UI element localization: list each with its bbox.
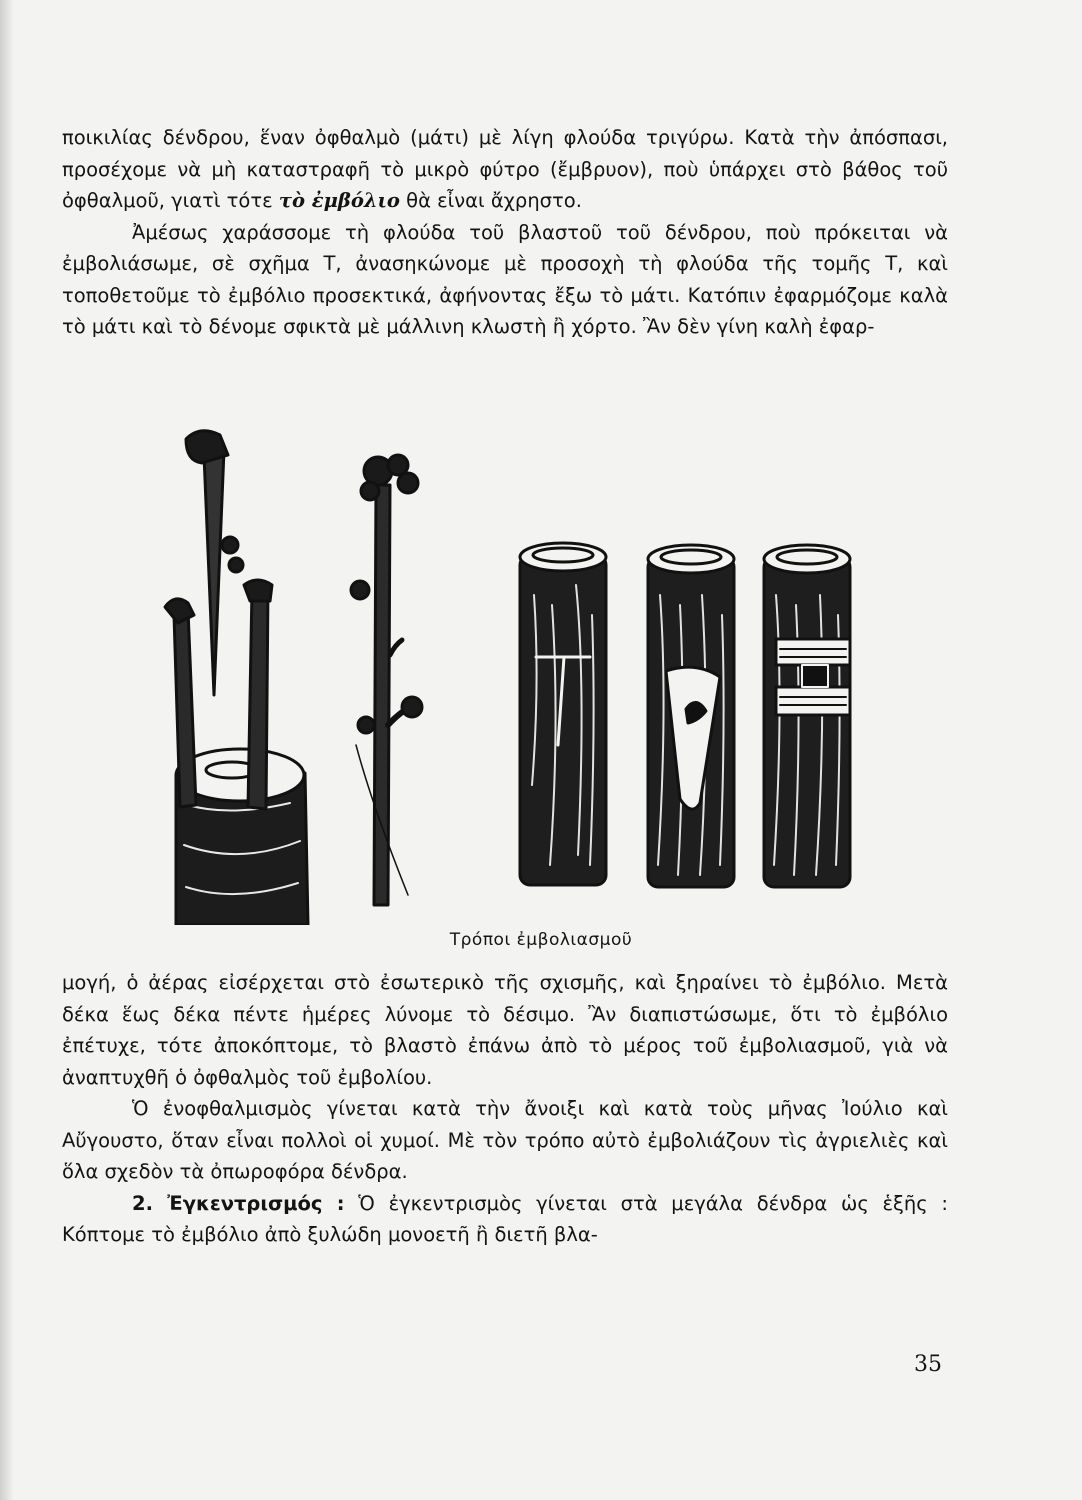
bottom-text-block [62,967,948,1251]
paragraph-continued [62,967,948,1093]
paragraph-t-budding [62,217,948,343]
paragraph-section-2 [62,1188,948,1251]
paragraph-text: Ὁ ἐγκεντρισμὸς γίνεται στὰ μεγάλα δένδρα ὡς ἑξῆς : Κόπτομε τὸ ἐμβόλιο ἀπὸ ξυλώδη μονοετῆ ἢ διετῆ βλα- [62,1191,948,1246]
top-text-block [62,122,948,343]
emphasis-term: τὸ ἐμβόλιο [278,189,400,212]
paragraph-continued [62,122,948,217]
paragraph-text-end: θὰ εἶναι ἄχρηστο. [399,189,582,212]
paragraph-text: μογή, ὁ ἀέρας εἰσέρχεται στὸ ἐσωτερικὸ τῆς σχισμῆς, καὶ ξηραίνει τὸ ἐμβόλιο. Μετὰ δέκα ἕως δέκα πέντε ἡμέρες λύνομε τὸ δέσιμο. Ἂν διαπιστώσωμε, ὅτι τὸ ἐμβόλιο ἐπέτυχε, τότε ἀποκόπτομε, τὸ βλαστὸ ἐπάνω ἀπὸ τὸ μέρος τοῦ ἐμβολιασμοῦ, γιὰ νὰ ἀναπτυχθῆ ὁ ὀφθαλμὸς τοῦ ἐμβολίου. [62,971,948,1089]
paragraph-budding-season [62,1093,948,1188]
figure-caption: Τρόποι ἐμβολιασμοῦ [449,930,633,950]
trunk-bud-inserted [764,545,850,887]
paragraph-text: Ἀμέσως χαράσσομε τὴ φλούδα τοῦ βλαστοῦ τοῦ δένδρου, ποὺ πρόκειται νὰ ἐμβολιάσωμε, σὲ σχῆμα Τ, ἀνασηκώνομε μὲ προσοχὴ τὴ φλούδα τῆς τομῆς Τ, καὶ τοποθετοῦμε τὸ ἐμβόλιο προσεκτικά, ἀφήνοντας ἔξω τὸ μάτι. Κατόπιν ἐφαρμόζομε καλὰ τὸ μάτι καὶ τὸ δένομε σφικτὰ μὲ μάλλινη κλωστὴ ἢ χόρτο. Ἂν δὲν γίνη καλὴ ἐφαρ- [62,220,948,338]
cleft-graft-stump [165,431,308,925]
budded-shoot [351,455,422,905]
section-heading: 2. Ἐγκεντρισμός : [132,1191,345,1215]
page-gutter-shadow [0,0,14,1500]
grafting-illustration [140,425,880,925]
trunk-bare [520,543,606,885]
page-number: 35 [914,1352,942,1377]
paragraph-text: ποικιλίας δένδρου, ἕναν ὀφθαλμὸ (μάτι) μὲ λίγη φλούδα τριγύρω. Κατὰ τὴν ἀπόσπασι, προσέχομε νὰ μὴ καταστραφῆ τὸ μικρὸ φύτρο (ἔμβρυον), ποὺ ὑπάρχει στὸ βάθος τοῦ ὀφθαλμοῦ, γιατὶ τότε [62,126,948,212]
trunk-t-cut [648,545,734,887]
paragraph-text: Ὁ ἐνοφθαλμισμὸς γίνεται κατὰ τὴν ἄνοιξι καὶ κατὰ τοὺς μῆνας Ἰούλιο καὶ Αὔγουστο, ὅταν εἶναι πολλοὶ οἱ χυμοί. Μὲ τὸν τρόπο αὐτὸ ἐμβολιάζουν τὶς ἀγριελιὲς καὶ ὅλα σχεδὸν τὰ ὀπωροφόρα δένδρα. [62,1097,948,1183]
